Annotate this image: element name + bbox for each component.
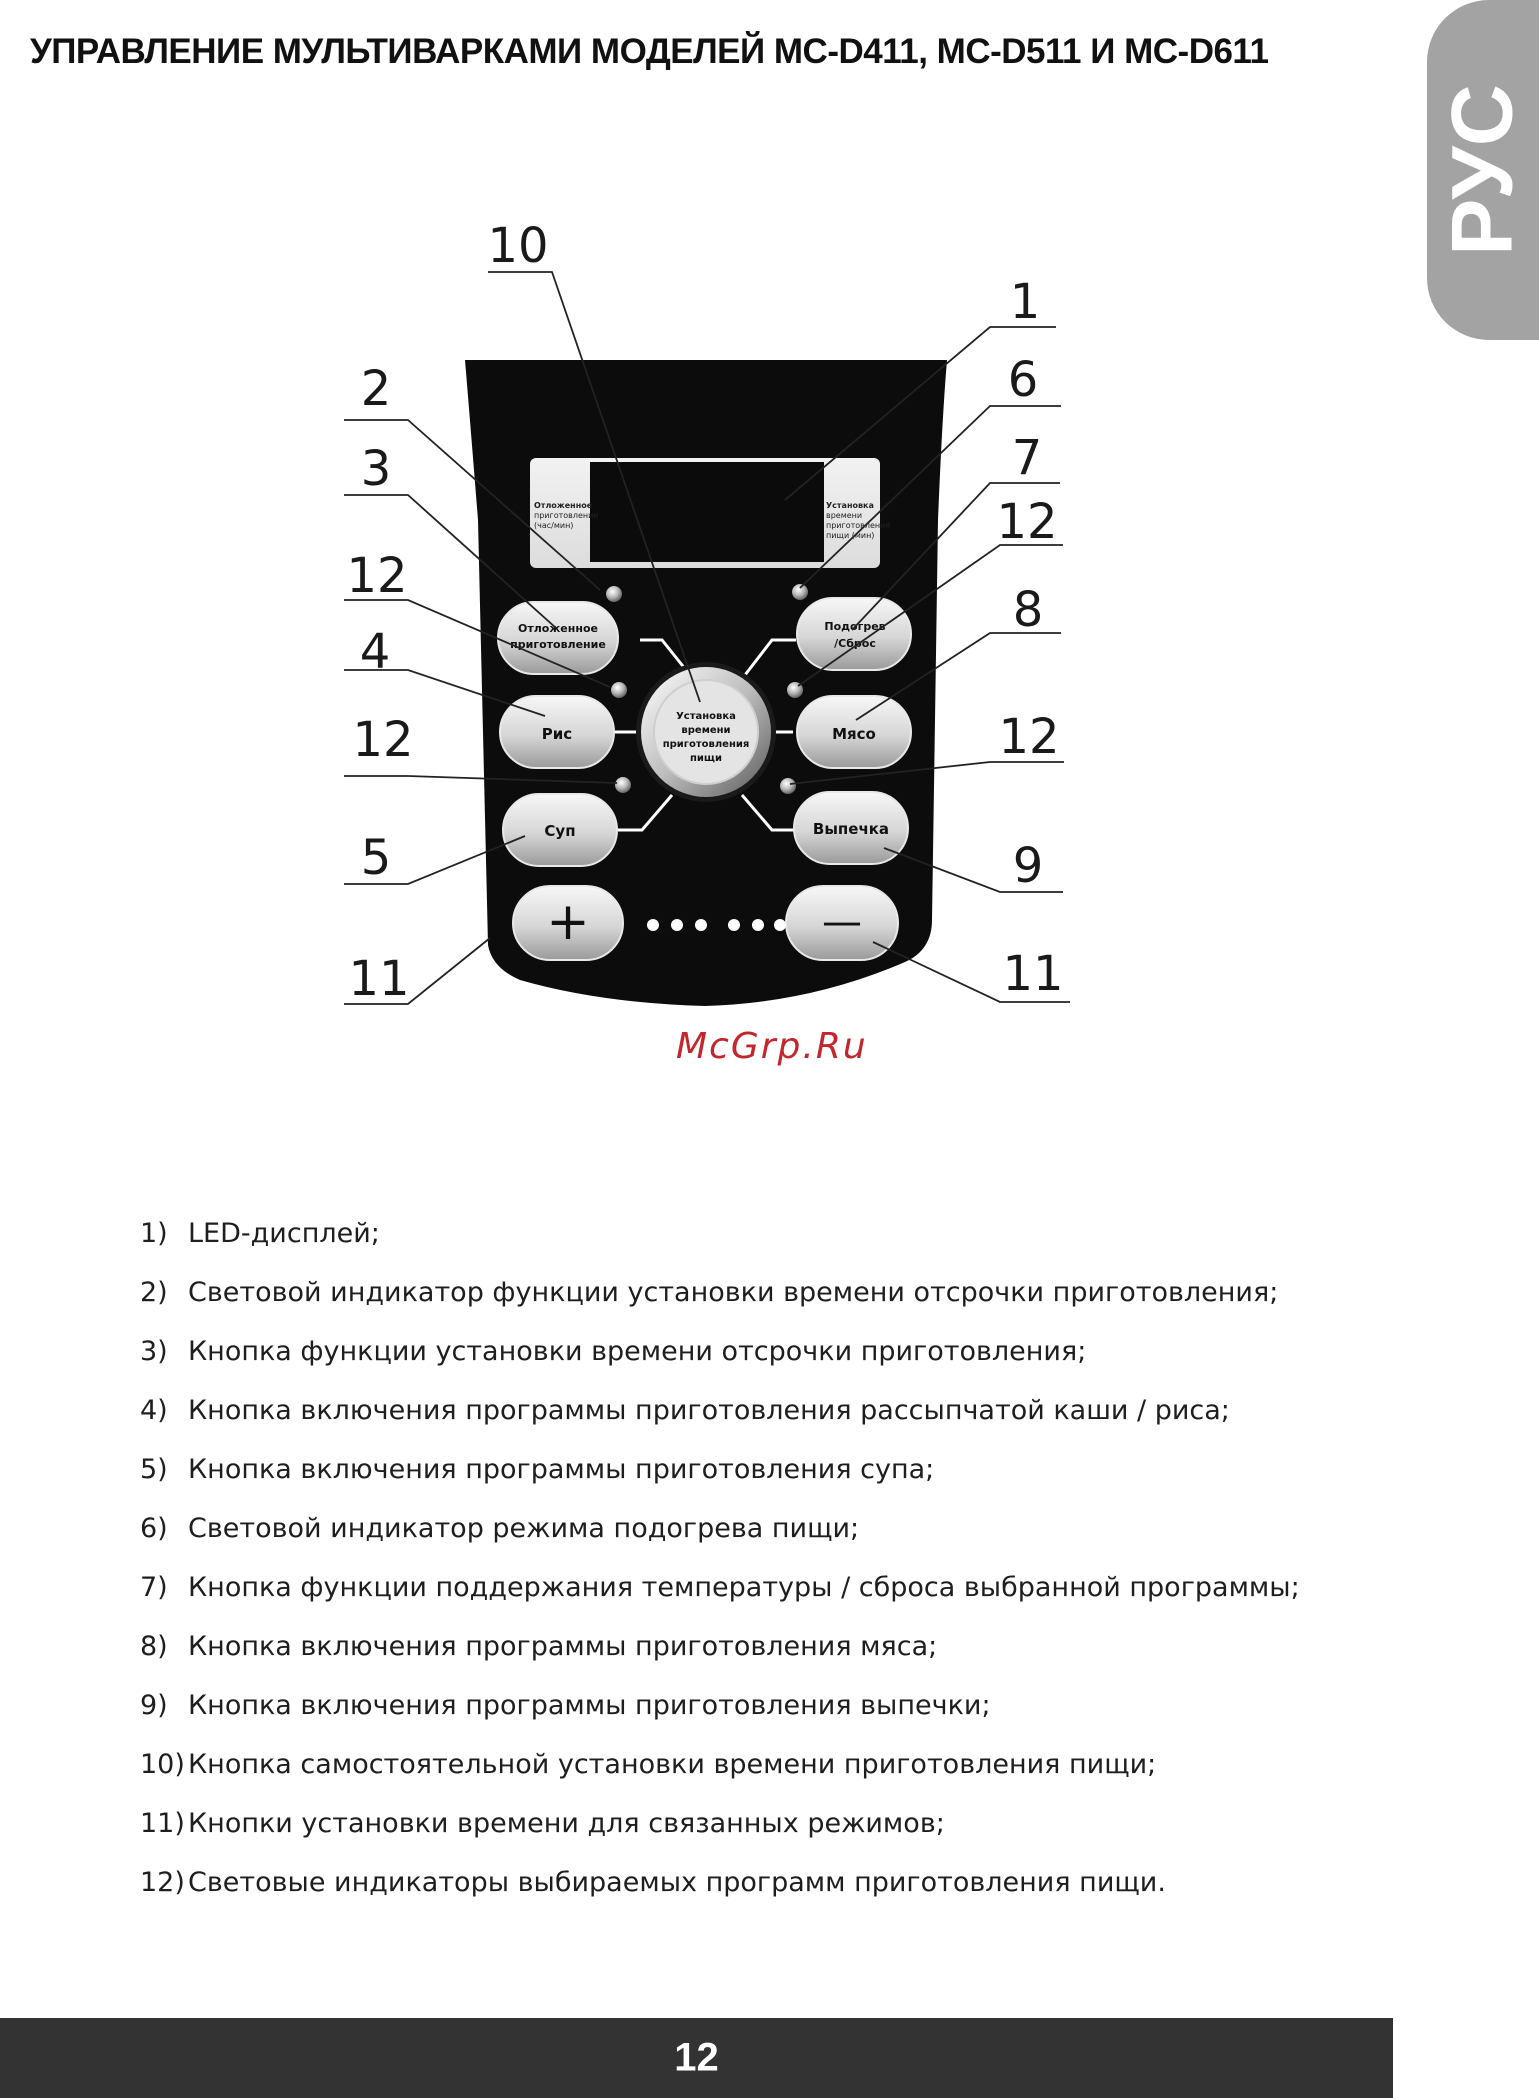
- callout-12-left-bottom: 12: [352, 712, 414, 768]
- legend-item-number: 12): [140, 1867, 185, 1898]
- rice-button-label: Рис: [541, 725, 573, 743]
- legend-item-text: Кнопка включения программы приготовления выпечки;: [188, 1690, 991, 1721]
- callout-5: 5: [360, 830, 392, 886]
- bake-button-label: Выпечка: [812, 820, 890, 838]
- legend-item-number: 6): [140, 1513, 168, 1544]
- bake-button[interactable]: [794, 792, 908, 864]
- legend-item-number: 9): [140, 1690, 168, 1721]
- callout-12-right-bottom: 12: [998, 709, 1060, 765]
- plus-icon: +: [546, 892, 590, 952]
- legend-item-text: Кнопка включения программы приготовления рассыпчатой каши / риса;: [188, 1395, 1230, 1426]
- display-left-label-2: приготовление: [534, 511, 599, 520]
- center-button-label-2: времени: [681, 725, 731, 736]
- legend-item-text: LED-дисплей;: [188, 1218, 380, 1249]
- callout-12-right-top: 12: [996, 494, 1058, 550]
- meat-button-label: Мясо: [832, 725, 876, 743]
- callout-6: 6: [1007, 352, 1039, 408]
- legend-item-text: Кнопка включения программы приготовления супа;: [188, 1454, 935, 1485]
- legend-item-text: Кнопка самостоятельной установки времени приготовления пищи;: [188, 1749, 1157, 1780]
- center-button-label-3: приготовления: [662, 739, 750, 750]
- page-footer: [0, 2018, 1393, 2098]
- legend-item-number: 4): [140, 1395, 168, 1426]
- legend-item: [140, 1794, 1300, 1853]
- callout-3: 3: [360, 441, 392, 497]
- page-number: 12: [674, 2035, 719, 2080]
- center-time-button[interactable]: [636, 662, 776, 802]
- callout-11-left: 11: [348, 951, 410, 1007]
- callout-2: 2: [360, 361, 392, 417]
- legend-item: [140, 1735, 1300, 1794]
- callout-8: 8: [1012, 582, 1044, 638]
- legend-item-number: 3): [140, 1336, 168, 1367]
- center-button-label-1: Установка: [676, 711, 736, 722]
- display-left-label-3: (час/мин): [534, 521, 574, 530]
- legend-item-number: 2): [140, 1277, 168, 1308]
- legend-item: [140, 1322, 1300, 1381]
- legend-item: [140, 1499, 1300, 1558]
- delay-button-label-2: приготовление: [510, 638, 606, 651]
- legend-item-text: Световые индикаторы выбираемых программ приготовления пищи.: [188, 1867, 1166, 1898]
- soup-button-label: Суп: [544, 822, 576, 840]
- minus-icon: —: [822, 899, 862, 945]
- callout-1: 1: [1009, 274, 1041, 330]
- led-rice: [611, 682, 627, 698]
- legend-item: [140, 1617, 1300, 1676]
- legend-item-text: Кнопка функции поддержания температуры / сброса выбранной программы;: [188, 1572, 1300, 1603]
- legend-item: [140, 1440, 1300, 1499]
- minus-button[interactable]: [786, 886, 898, 960]
- legend-item-text: Кнопка функции установки времени отсрочки приготовления;: [188, 1336, 1087, 1367]
- page-title: УПРАВЛЕНИЕ МУЛЬТИВАРКАМИ МОДЕЛЕЙ MC-D411, MC-D511 И MC-D611: [30, 32, 1269, 71]
- callout-10: 10: [487, 218, 549, 274]
- callout-11-right: 11: [1002, 946, 1064, 1002]
- display-left-label-1: Отложенное: [534, 501, 593, 510]
- display-right-label-4: пищи (мин): [826, 531, 875, 540]
- legend-item-text: Кнопки установки времени для связанных режимов;: [188, 1808, 945, 1839]
- delay-start-button[interactable]: [498, 602, 618, 674]
- display-right-label-2: времени: [826, 511, 863, 520]
- watermark-text: McGrp.Ru: [676, 1026, 868, 1067]
- language-tab-label: РУС: [1434, 84, 1531, 256]
- legend-item-number: 1): [140, 1218, 168, 1249]
- legend-item: [140, 1204, 1300, 1263]
- legend-item-number: 11): [140, 1808, 185, 1839]
- legend-item-text: Световой индикатор функции установки времени отсрочки приготовления;: [188, 1277, 1279, 1308]
- led-display: [590, 462, 824, 562]
- legend-item-number: 5): [140, 1454, 168, 1485]
- meat-button[interactable]: [797, 696, 911, 768]
- legend-item-number: 10): [140, 1749, 185, 1780]
- legend-item-number: 7): [140, 1572, 168, 1603]
- plus-button[interactable]: [513, 886, 623, 960]
- display-right-label-3: приготовления: [826, 521, 891, 530]
- center-button-label-4: пищи: [690, 753, 722, 764]
- callout-12-left-top: 12: [346, 548, 408, 604]
- legend-item: [140, 1676, 1300, 1735]
- callout-7: 7: [1011, 430, 1043, 486]
- warm-reset-button[interactable]: [797, 598, 911, 670]
- led-soup: [615, 777, 631, 793]
- callout-9: 9: [1012, 838, 1044, 894]
- callout-4: 4: [359, 624, 391, 680]
- legend-item-number: 8): [140, 1631, 168, 1662]
- led-warm: [792, 584, 808, 600]
- warm-button-label-1: Подогрев: [824, 620, 886, 633]
- warm-button-label-2: /Сброс: [834, 637, 876, 650]
- legend-item: [140, 1263, 1300, 1322]
- soup-button[interactable]: [503, 794, 617, 866]
- led-bake: [780, 778, 796, 794]
- display-right-label-1: Установка: [826, 501, 874, 510]
- legend-list: [140, 1204, 1300, 1912]
- legend-item: [140, 1853, 1300, 1912]
- delay-button-label-1: Отложенное: [518, 622, 598, 635]
- legend-item: [140, 1381, 1300, 1440]
- led-delay: [606, 586, 622, 602]
- legend-item-text: Световой индикатор режима подогрева пищи;: [188, 1513, 860, 1544]
- legend-item-text: Кнопка включения программы приготовления мяса;: [188, 1631, 938, 1662]
- legend-item: [140, 1558, 1300, 1617]
